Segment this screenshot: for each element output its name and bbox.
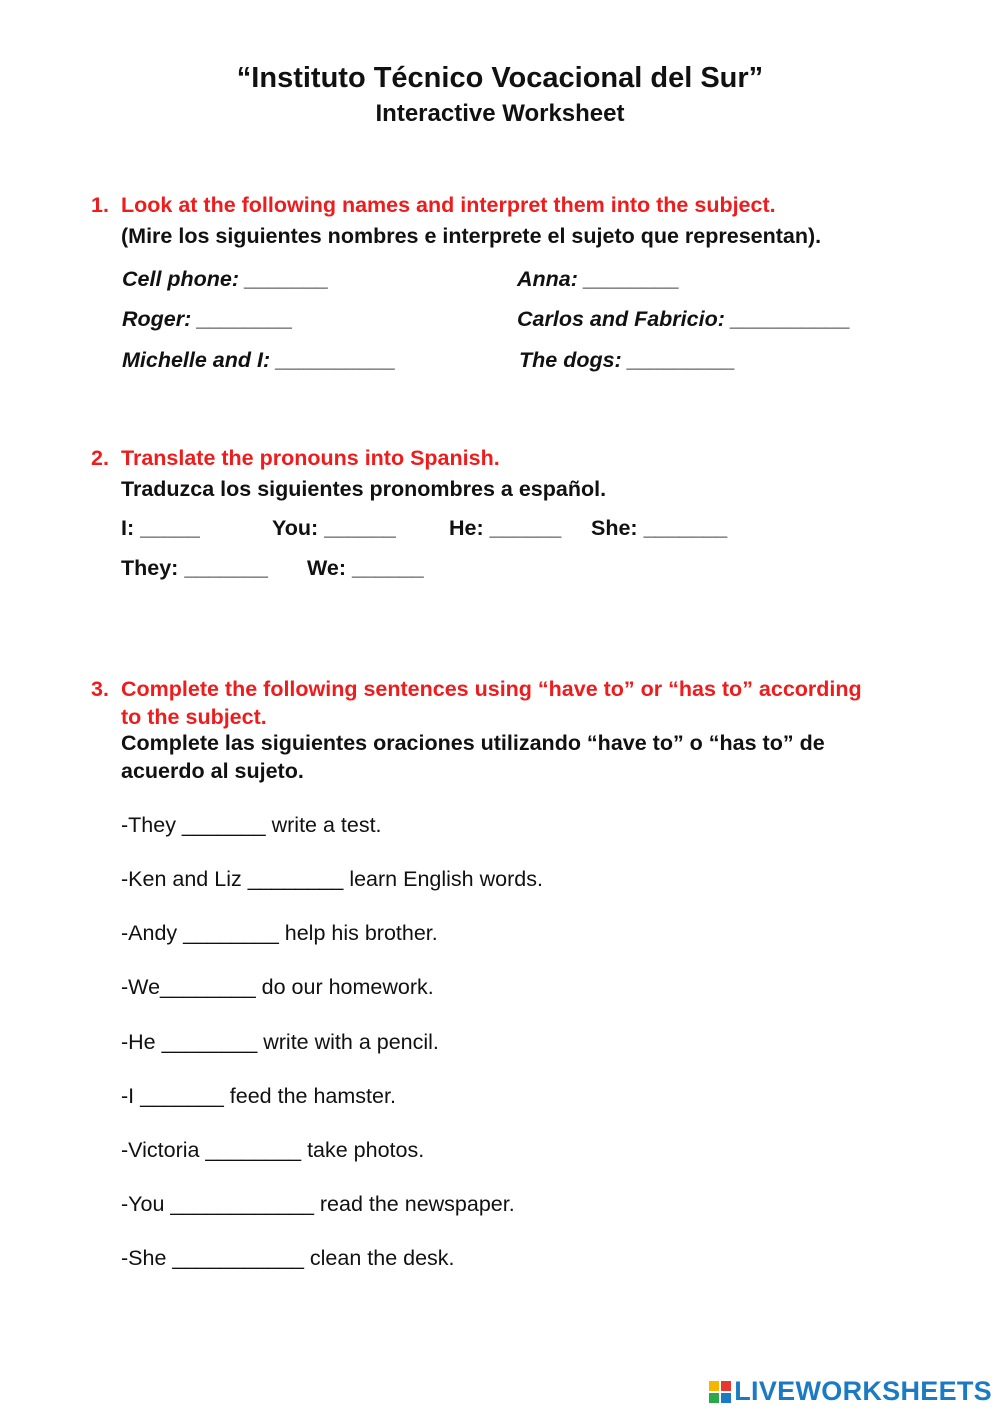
section1-item: Roger: ________	[122, 307, 293, 331]
sentence-item: -We________ do our homework.	[121, 975, 434, 999]
section3-instruction-en-line2: to the subject.	[121, 705, 267, 729]
worksheet-subtitle: Interactive Worksheet	[375, 100, 625, 127]
liveworksheets-logo-text: LIVEWORKSHEETS	[734, 1376, 992, 1406]
pronoun-item: We: ______	[307, 556, 424, 580]
section1-item: Michelle and I: __________	[122, 348, 396, 372]
sentence-item: -They _______ write a test.	[121, 813, 382, 837]
section1-item: Anna: ________	[517, 267, 680, 291]
section3-instruction-en-line1: Complete the following sentences using “have to” or “has to” according	[121, 677, 862, 701]
worksheet-title: “Instituto Técnico Vocacional del Sur”	[236, 62, 764, 94]
sentence-item: -You ____________ read the newspaper.	[121, 1192, 515, 1216]
liveworksheets-logo-icon	[709, 1381, 731, 1403]
pronoun-item: They: _______	[121, 556, 269, 580]
section3-instruction-es-line1: Complete las siguientes oraciones utilizando “have to” o “has to” de	[121, 731, 825, 755]
sentence-item: -He ________ write with a pencil.	[121, 1030, 439, 1054]
section1-item: Cell phone: _______	[122, 267, 329, 291]
liveworksheets-logo	[709, 1376, 992, 1407]
pronoun-item: She: _______	[591, 516, 728, 540]
logo-square	[721, 1381, 731, 1391]
section3-number: 3.	[91, 677, 109, 701]
pronoun-item: I: _____	[121, 516, 200, 540]
sentence-item: -I _______ feed the hamster.	[121, 1084, 396, 1108]
logo-square	[709, 1381, 719, 1391]
logo-square	[709, 1393, 719, 1403]
sentence-item: -Andy ________ help his brother.	[121, 921, 438, 945]
section1-instruction-es: (Mire los siguientes nombres e interprete el sujeto que representan).	[121, 224, 822, 248]
pronoun-item: You: ______	[272, 516, 396, 540]
sentence-item: -Ken and Liz ________ learn English words.	[121, 867, 543, 891]
section2-instruction-en: Translate the pronouns into Spanish.	[121, 446, 500, 470]
section1-instruction-en: Look at the following names and interpret them into the subject.	[121, 193, 776, 217]
logo-square	[721, 1393, 731, 1403]
sentence-item: -Victoria ________ take photos.	[121, 1138, 425, 1162]
pronoun-item: He: ______	[449, 516, 562, 540]
section1-number: 1.	[91, 193, 109, 217]
section3-instruction-es-line2: acuerdo al sujeto.	[121, 759, 304, 783]
section2-instruction-es: Traduzca los siguientes pronombres a español.	[121, 477, 607, 501]
section1-item: The dogs: _________	[519, 348, 736, 372]
section1-item: Carlos and Fabricio: __________	[517, 307, 851, 331]
section2-number: 2.	[91, 446, 109, 470]
sentence-item: -She ___________ clean the desk.	[121, 1246, 455, 1270]
